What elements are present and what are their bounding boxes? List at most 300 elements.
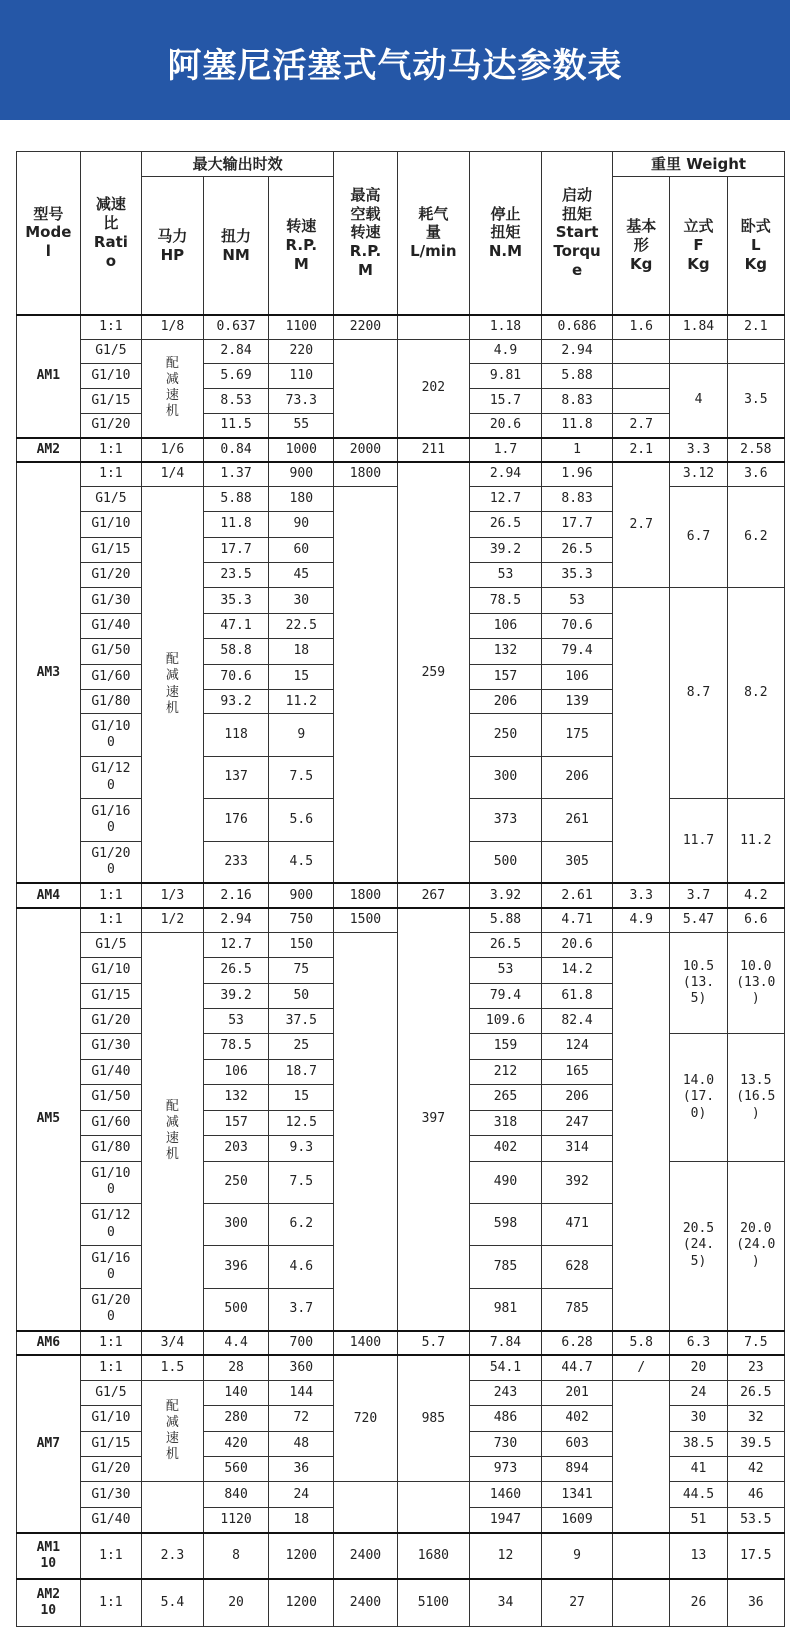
cell: 8.7 <box>670 588 727 799</box>
cell: 22.5 <box>269 613 334 638</box>
model-am210: AM2 10 <box>17 1579 81 1626</box>
cell: 18.7 <box>269 1059 334 1084</box>
cell: 2.1 <box>613 438 670 462</box>
cell: 1.7 <box>469 438 541 462</box>
cell: G1/20 <box>80 563 142 588</box>
cell <box>334 486 398 883</box>
model-am5: AM5 <box>17 908 81 1331</box>
cell: 360 <box>269 1355 334 1380</box>
cell: 70.6 <box>203 664 269 689</box>
cell: 2.3 <box>142 1533 204 1580</box>
cell: 1/2 <box>142 908 204 932</box>
cell: 2.61 <box>542 883 613 907</box>
model-am6: AM6 <box>17 1331 81 1355</box>
cell: 3.92 <box>469 883 541 907</box>
cell: G1/16 0 <box>80 799 142 841</box>
title-banner <box>0 0 790 120</box>
cell: 0.84 <box>203 438 269 462</box>
cell <box>334 339 398 438</box>
cell: 75 <box>269 958 334 983</box>
cell: 48 <box>269 1431 334 1456</box>
cell: 30 <box>670 1406 727 1431</box>
cell: 39.2 <box>469 537 541 562</box>
cell: 1 <box>542 438 613 462</box>
cell: 17.7 <box>542 512 613 537</box>
cell: 165 <box>542 1059 613 1084</box>
cell: 124 <box>542 1034 613 1059</box>
cell: 1.96 <box>542 462 613 486</box>
cell: 318 <box>469 1110 541 1135</box>
cell: 203 <box>203 1136 269 1161</box>
cell: 201 <box>542 1380 613 1405</box>
cell: 12.7 <box>203 932 269 957</box>
header-weight: 重里 Weight <box>613 152 785 177</box>
cell: 78.5 <box>469 588 541 613</box>
header-air: 耗气 量 L/min <box>397 152 469 315</box>
cell: 9 <box>269 714 334 756</box>
cell: 25 <box>269 1034 334 1059</box>
cell: 900 <box>269 462 334 486</box>
cell: 11.2 <box>727 799 784 884</box>
cell: 2400 <box>334 1579 398 1626</box>
cell: 300 <box>469 756 541 798</box>
cell: 26.5 <box>469 512 541 537</box>
cell <box>397 315 469 339</box>
cell <box>613 588 670 884</box>
cell: 267 <box>397 883 469 907</box>
cell: 23 <box>727 1355 784 1380</box>
cell: G1/10 0 <box>80 714 142 756</box>
cell: 157 <box>203 1110 269 1135</box>
cell: 4.6 <box>269 1246 334 1288</box>
header-hp: 马力 HP <box>142 177 204 315</box>
cell: 1.84 <box>670 315 727 339</box>
header-max-output: 最大输出时效 <box>142 152 334 177</box>
header-vertical-weight: 立式 F Kg <box>670 177 727 315</box>
cell: 1800 <box>334 883 398 907</box>
cell: 202 <box>397 339 469 438</box>
cell <box>670 339 727 363</box>
cell <box>727 339 784 363</box>
cell: / <box>613 1355 670 1380</box>
cell: G1/30 <box>80 1482 142 1507</box>
cell: 206 <box>469 690 541 714</box>
cell: 300 <box>203 1203 269 1245</box>
cell: 250 <box>469 714 541 756</box>
cell: 261 <box>542 799 613 841</box>
header-horizontal-weight: 卧式 L Kg <box>727 177 784 315</box>
cell <box>334 1482 398 1533</box>
cell: 500 <box>469 841 541 883</box>
cell <box>613 1579 670 1626</box>
cell: 20 <box>670 1355 727 1380</box>
cell: 5.69 <box>203 363 269 388</box>
model-am1: AM1 <box>17 315 81 438</box>
cell: G1/5 <box>80 486 142 511</box>
model-am7: AM7 <box>17 1355 81 1533</box>
reducer-label: 配 减 速 机 <box>142 1380 204 1482</box>
cell: 132 <box>469 639 541 664</box>
cell: 61.8 <box>542 983 613 1008</box>
cell: 13 <box>670 1533 727 1580</box>
header-torque: 扭力 NM <box>203 177 269 315</box>
cell: 39.2 <box>203 983 269 1008</box>
cell: 1400 <box>334 1331 398 1355</box>
cell: 11.8 <box>542 413 613 437</box>
cell: 13.5 (16.5 ) <box>727 1034 784 1161</box>
model-am2: AM2 <box>17 438 81 462</box>
cell: 11.5 <box>203 413 269 437</box>
cell: 2.16 <box>203 883 269 907</box>
cell: 1/6 <box>142 438 204 462</box>
cell: 9 <box>542 1533 613 1580</box>
cell: 20 <box>203 1579 269 1626</box>
cell: 4.5 <box>269 841 334 883</box>
cell: 90 <box>269 512 334 537</box>
cell: 265 <box>469 1085 541 1110</box>
cell: G1/20 <box>80 1457 142 1482</box>
cell: 144 <box>269 1380 334 1405</box>
cell: 26.5 <box>727 1380 784 1405</box>
cell: 9.3 <box>269 1136 334 1161</box>
cell: 44.7 <box>542 1355 613 1380</box>
cell: 1100 <box>269 315 334 339</box>
cell: G1/5 <box>80 339 142 363</box>
cell: 750 <box>269 908 334 932</box>
cell: 6.6 <box>727 908 784 932</box>
cell: G1/40 <box>80 1507 142 1532</box>
cell: 20.6 <box>469 413 541 437</box>
cell: 11.7 <box>670 799 727 884</box>
cell: 36 <box>269 1457 334 1482</box>
cell: G1/20 <box>80 413 142 437</box>
model-am4: AM4 <box>17 883 81 907</box>
cell: 6.2 <box>727 486 784 588</box>
cell: 58.8 <box>203 639 269 664</box>
cell: 973 <box>469 1457 541 1482</box>
cell: 106 <box>203 1059 269 1084</box>
cell: 24 <box>269 1482 334 1507</box>
cell <box>334 932 398 1330</box>
cell: 981 <box>469 1288 541 1330</box>
cell: 220 <box>269 339 334 363</box>
cell: 157 <box>469 664 541 689</box>
cell: 1:1 <box>80 1331 142 1355</box>
cell: 1:1 <box>80 1355 142 1380</box>
cell: 20.5 (24. 5) <box>670 1161 727 1331</box>
cell: 2.94 <box>469 462 541 486</box>
cell: 26.5 <box>542 537 613 562</box>
cell: 2.94 <box>203 908 269 932</box>
cell: G1/12 0 <box>80 756 142 798</box>
cell: 206 <box>542 756 613 798</box>
cell: 4.71 <box>542 908 613 932</box>
page-title: 阿塞尼活塞式气动马达参数表 <box>167 46 623 86</box>
cell: 700 <box>269 1331 334 1355</box>
cell: 5.7 <box>397 1331 469 1355</box>
cell: 3.3 <box>670 438 727 462</box>
cell: 500 <box>203 1288 269 1330</box>
cell: 53 <box>542 588 613 613</box>
cell <box>613 1380 670 1533</box>
cell: 7.5 <box>269 756 334 798</box>
cell: 0.637 <box>203 315 269 339</box>
cell: 53 <box>469 563 541 588</box>
cell: G1/15 <box>80 983 142 1008</box>
cell: 44.5 <box>670 1482 727 1507</box>
cell <box>613 932 670 1330</box>
cell: G1/40 <box>80 613 142 638</box>
cell: 8 <box>203 1533 269 1580</box>
cell: 15 <box>269 664 334 689</box>
cell: 211 <box>397 438 469 462</box>
cell: 4.9 <box>469 339 541 363</box>
cell: 11.8 <box>203 512 269 537</box>
cell: 18 <box>269 639 334 664</box>
cell: 396 <box>203 1246 269 1288</box>
header-max-speed: 最高 空载 转速 R.P. M <box>334 152 398 315</box>
cell: 12 <box>469 1533 541 1580</box>
cell: 39.5 <box>727 1431 784 1456</box>
cell: 720 <box>334 1355 398 1482</box>
cell: G1/10 <box>80 1406 142 1431</box>
cell: 402 <box>469 1136 541 1161</box>
cell: 7.5 <box>727 1331 784 1355</box>
cell: 180 <box>269 486 334 511</box>
cell: 36 <box>727 1579 784 1626</box>
cell: 30 <box>269 588 334 613</box>
cell: 2.7 <box>613 462 670 588</box>
cell: 45 <box>269 563 334 588</box>
cell: 1/8 <box>142 315 204 339</box>
cell: 5.88 <box>469 908 541 932</box>
cell: G1/12 0 <box>80 1203 142 1245</box>
cell: 42 <box>727 1457 784 1482</box>
cell: 47.1 <box>203 613 269 638</box>
header-base-weight: 基本 形 Kg <box>613 177 670 315</box>
cell: 14.0 (17. 0) <box>670 1034 727 1161</box>
cell: 82.4 <box>542 1008 613 1033</box>
cell: 730 <box>469 1431 541 1456</box>
cell: 1200 <box>269 1533 334 1580</box>
cell: 2.7 <box>613 413 670 437</box>
cell: 137 <box>203 756 269 798</box>
cell: 8.53 <box>203 389 269 413</box>
cell: G1/10 <box>80 958 142 983</box>
cell: 3/4 <box>142 1331 204 1355</box>
cell: 2200 <box>334 315 398 339</box>
cell: 35.3 <box>203 588 269 613</box>
cell: 420 <box>203 1431 269 1456</box>
header-speed: 转速 R.P. M <box>269 177 334 315</box>
cell: 70.6 <box>542 613 613 638</box>
cell: 15 <box>269 1085 334 1110</box>
cell: 46 <box>727 1482 784 1507</box>
cell: 2400 <box>334 1533 398 1580</box>
cell: 6.2 <box>269 1203 334 1245</box>
cell: 26 <box>670 1579 727 1626</box>
cell: 26.5 <box>203 958 269 983</box>
cell: 150 <box>269 932 334 957</box>
cell: 4 <box>670 363 727 437</box>
cell: 8.83 <box>542 486 613 511</box>
cell: 23.5 <box>203 563 269 588</box>
cell: 26.5 <box>469 932 541 957</box>
cell: 6.7 <box>670 486 727 588</box>
cell: 4.4 <box>203 1331 269 1355</box>
cell: 53.5 <box>727 1507 784 1532</box>
cell: 79.4 <box>542 639 613 664</box>
cell: G1/10 <box>80 512 142 537</box>
cell: 5.4 <box>142 1579 204 1626</box>
cell: 2.94 <box>542 339 613 363</box>
cell: 259 <box>397 462 469 884</box>
cell: 60 <box>269 537 334 562</box>
cell: 28 <box>203 1355 269 1380</box>
cell: 1680 <box>397 1533 469 1580</box>
cell: 3.5 <box>727 363 784 437</box>
cell: G1/15 <box>80 1431 142 1456</box>
cell: 132 <box>203 1085 269 1110</box>
cell: 560 <box>203 1457 269 1482</box>
cell <box>613 363 670 388</box>
cell: 10.0 (13.0 ) <box>727 932 784 1034</box>
model-am110: AM1 10 <box>17 1533 81 1580</box>
cell <box>613 389 670 413</box>
cell <box>142 1482 204 1533</box>
cell: 1:1 <box>80 438 142 462</box>
cell: 1800 <box>334 462 398 486</box>
cell: 41 <box>670 1457 727 1482</box>
cell: G1/15 <box>80 537 142 562</box>
cell: 3.7 <box>670 883 727 907</box>
cell: 79.4 <box>469 983 541 1008</box>
cell: 18 <box>269 1507 334 1532</box>
cell: 5.6 <box>269 799 334 841</box>
cell: 3.3 <box>613 883 670 907</box>
cell: 6.3 <box>670 1331 727 1355</box>
cell: 2.1 <box>727 315 784 339</box>
cell: 471 <box>542 1203 613 1245</box>
cell: 17.5 <box>727 1533 784 1580</box>
cell <box>613 339 670 363</box>
cell: 50 <box>269 983 334 1008</box>
cell: 603 <box>542 1431 613 1456</box>
cell: 2000 <box>334 438 398 462</box>
cell: 175 <box>542 714 613 756</box>
cell: 1:1 <box>80 315 142 339</box>
cell: 20.6 <box>542 932 613 957</box>
cell: 305 <box>542 841 613 883</box>
cell: 373 <box>469 799 541 841</box>
cell: 2.58 <box>727 438 784 462</box>
cell: 785 <box>469 1246 541 1288</box>
cell: 250 <box>203 1161 269 1203</box>
cell: 3.7 <box>269 1288 334 1330</box>
cell: G1/40 <box>80 1059 142 1084</box>
cell: 1.18 <box>469 315 541 339</box>
cell: G1/30 <box>80 1034 142 1059</box>
cell: 1200 <box>269 1579 334 1626</box>
cell: G1/15 <box>80 389 142 413</box>
cell: 1:1 <box>80 1533 142 1580</box>
cell: G1/5 <box>80 932 142 957</box>
cell: 6.28 <box>542 1331 613 1355</box>
cell: 93.2 <box>203 690 269 714</box>
cell: 894 <box>542 1457 613 1482</box>
cell: G1/50 <box>80 1085 142 1110</box>
cell: 1120 <box>203 1507 269 1532</box>
cell: 14.2 <box>542 958 613 983</box>
cell <box>397 1482 469 1533</box>
cell: 11.2 <box>269 690 334 714</box>
cell: 314 <box>542 1136 613 1161</box>
cell: 3.6 <box>727 462 784 486</box>
spec-table <box>16 151 785 1627</box>
cell: 37.5 <box>269 1008 334 1033</box>
cell: G1/50 <box>80 639 142 664</box>
cell: 5.88 <box>542 363 613 388</box>
cell: 402 <box>542 1406 613 1431</box>
cell: 212 <box>469 1059 541 1084</box>
cell: 280 <box>203 1406 269 1431</box>
cell: G1/20 <box>80 1008 142 1033</box>
cell: 628 <box>542 1246 613 1288</box>
cell <box>613 1533 670 1580</box>
cell: 4.2 <box>727 883 784 907</box>
cell: G1/60 <box>80 1110 142 1135</box>
cell: 73.3 <box>269 389 334 413</box>
cell: G1/16 0 <box>80 1246 142 1288</box>
cell: 8.83 <box>542 389 613 413</box>
cell: 106 <box>542 664 613 689</box>
cell: G1/80 <box>80 690 142 714</box>
cell: 38.5 <box>670 1431 727 1456</box>
cell: 206 <box>542 1085 613 1110</box>
model-am3: AM3 <box>17 462 81 884</box>
cell: 1:1 <box>80 1579 142 1626</box>
cell: 1500 <box>334 908 398 932</box>
cell: 1.5 <box>142 1355 204 1380</box>
cell: 5.8 <box>613 1331 670 1355</box>
cell: 5.47 <box>670 908 727 932</box>
cell: 159 <box>469 1034 541 1059</box>
cell: 176 <box>203 799 269 841</box>
cell: 9.81 <box>469 363 541 388</box>
cell: 109.6 <box>469 1008 541 1033</box>
cell: 118 <box>203 714 269 756</box>
cell: 1609 <box>542 1507 613 1532</box>
reducer-label: 配 减 速 机 <box>142 339 204 438</box>
cell: 110 <box>269 363 334 388</box>
cell: 1/4 <box>142 462 204 486</box>
reducer-label: 配 减 速 机 <box>142 486 204 883</box>
cell: 247 <box>542 1110 613 1135</box>
cell: 3.12 <box>670 462 727 486</box>
cell: 1/3 <box>142 883 204 907</box>
cell: 5100 <box>397 1579 469 1626</box>
cell: 1:1 <box>80 462 142 486</box>
header-model: 型号 Mode l <box>17 152 81 315</box>
cell: G1/30 <box>80 588 142 613</box>
cell: 233 <box>203 841 269 883</box>
cell: 106 <box>469 613 541 638</box>
cell: 2.84 <box>203 339 269 363</box>
cell: 35.3 <box>542 563 613 588</box>
cell: 900 <box>269 883 334 907</box>
cell: 785 <box>542 1288 613 1330</box>
reducer-label: 配 减 速 机 <box>142 932 204 1330</box>
